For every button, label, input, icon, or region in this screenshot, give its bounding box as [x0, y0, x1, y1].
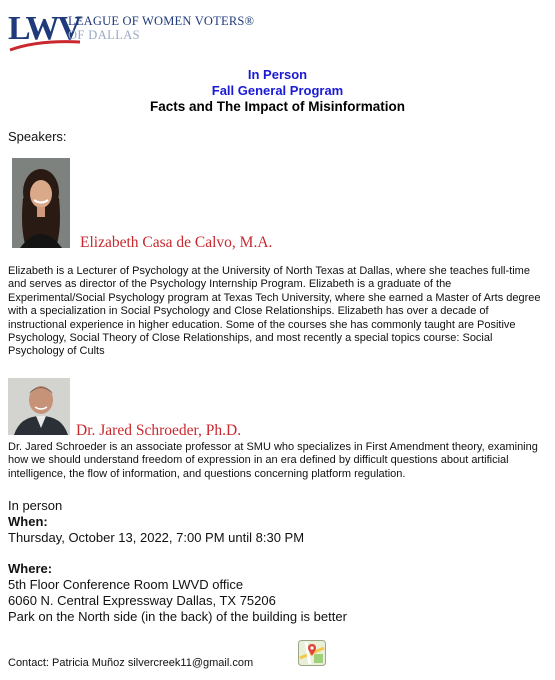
- logo-letters: LWV: [8, 10, 81, 47]
- speaker-photo-jared: [8, 378, 70, 435]
- speaker-bio-elizabeth: Elizabeth is a Lecturer of Psychology at the University of North Texas at Dallas, where she teaches full-time and serves as director of the Psychology Internship Program. Elizabeth is a graduate of the Experimental/Social Psychology program at Texas Tech University, where she earned a Master of Arts degree with a specialization in Social Psychology and Close Relationships. Elizabeth has over a decade of instructional experience in higher education. Some of the courses she has commonly taught are Positive Psychology, Social Theory of Close Relationships, and most recently a special topics course: Social Psychology of Cults: [8, 265, 541, 358]
- event-mode: In person: [8, 498, 63, 513]
- logo-org-city: OF DALLAS: [68, 28, 141, 42]
- speaker-photo-elizabeth: [12, 158, 70, 248]
- logo-org-name: LEAGUE OF WOMEN VOTERS®: [68, 14, 255, 28]
- where-label: Where:: [8, 561, 53, 576]
- headline-mode: In Person: [247, 67, 308, 82]
- when-label: When:: [8, 514, 48, 529]
- where-room: 5th Floor Conference Room LWVD office: [8, 577, 244, 592]
- lwv-logo: [8, 8, 255, 60]
- contact-line: Contact: Patricia Muñoz silvercreek11@gmail.com: [8, 657, 254, 669]
- headline-program: Fall General Program: [211, 83, 344, 98]
- speakers-label: Speakers:: [8, 129, 67, 144]
- where-address: 6060 N. Central Expressway Dallas, TX 75206: [8, 593, 276, 608]
- speaker-name-elizabeth: Elizabeth Casa de Calvo, M.A.: [80, 234, 273, 251]
- speaker-bio-jared: Dr. Jared Schroeder is an associate professor at SMU who specializes in First Amendment theory, examining how we should understand freedom of expression in an era defined by difficult questions about artificial intelligence, the flow of information, and questions concerning platform regulation.: [8, 441, 538, 480]
- headline-title: Facts and The Impact of Misinformation: [149, 99, 406, 114]
- map-icon[interactable]: [298, 640, 326, 666]
- speaker-name-jared: Dr. Jared Schroeder, Ph.D.: [76, 422, 242, 439]
- when-value: Thursday, October 13, 2022, 7:00 PM until 8:30 PM: [8, 530, 305, 545]
- portrait-icon: [12, 158, 70, 248]
- parking-note: Park on the North side (in the back) of the building is better: [8, 609, 347, 624]
- portrait-icon: [8, 378, 70, 435]
